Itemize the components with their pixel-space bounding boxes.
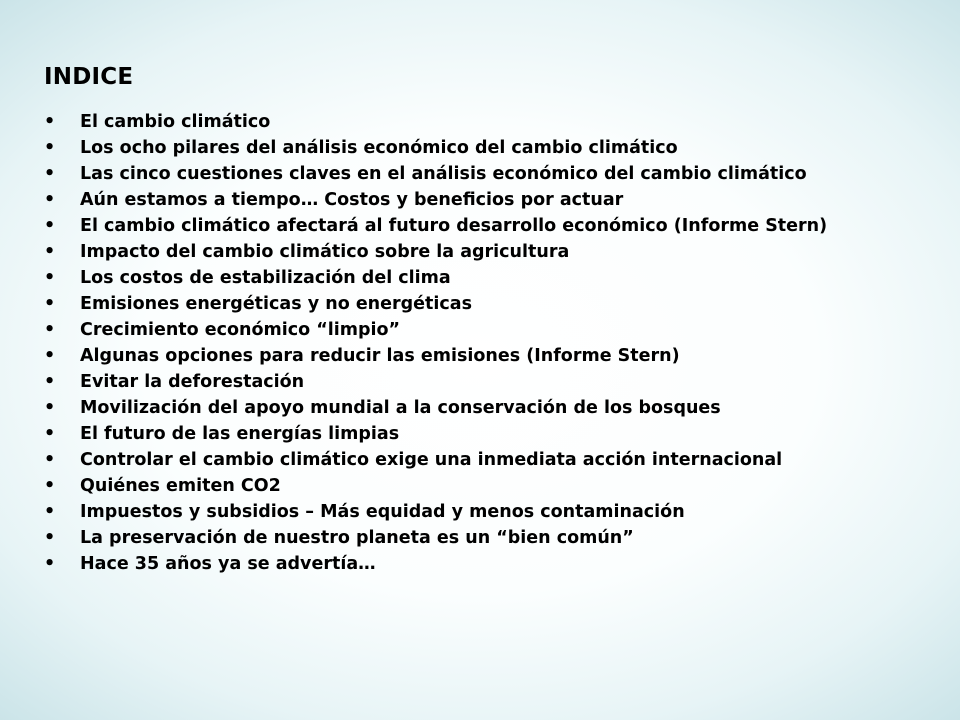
bullet-icon: • xyxy=(44,502,56,522)
list-item-text: El cambio climático xyxy=(80,112,271,132)
slide-title: INDICE xyxy=(44,64,134,90)
list-item xyxy=(44,452,864,469)
list-item xyxy=(44,348,864,365)
bullet-icon: • xyxy=(44,320,56,340)
bullet-icon: • xyxy=(44,346,56,366)
list-item-text: Movilización del apoyo mundial a la conservación de los bosques xyxy=(80,398,721,418)
bullet-icon: • xyxy=(44,528,56,548)
list-item xyxy=(44,270,864,287)
list-item xyxy=(44,244,864,261)
list-item-text: Hace 35 años ya se advertía… xyxy=(80,554,376,574)
bullet-icon: • xyxy=(44,112,56,132)
bullet-icon: • xyxy=(44,294,56,314)
bullet-icon: • xyxy=(44,450,56,470)
bullet-icon: • xyxy=(44,242,56,262)
list-item xyxy=(44,166,864,183)
list-item xyxy=(44,530,864,547)
list-item-text: Controlar el cambio climático exige una inmediata acción internacional xyxy=(80,450,783,470)
list-item-text: El futuro de las energías limpias xyxy=(80,424,400,444)
bullet-icon: • xyxy=(44,554,56,574)
bullet-icon: • xyxy=(44,216,56,236)
list-item xyxy=(44,504,864,521)
bullet-icon: • xyxy=(44,164,56,184)
bullet-icon: • xyxy=(44,372,56,392)
list-item-text: Los ocho pilares del análisis económico del cambio climático xyxy=(80,138,678,158)
list-item xyxy=(44,192,864,209)
list-item xyxy=(44,374,864,391)
list-item-text: La preservación de nuestro planeta es un “bien común” xyxy=(80,528,634,548)
list-item-text: Crecimiento económico “limpio” xyxy=(80,320,401,340)
list-item xyxy=(44,140,864,157)
list-item-text: Los costos de estabilización del clima xyxy=(80,268,451,288)
list-item-text: Algunas opciones para reducir las emisiones (Informe Stern) xyxy=(80,346,680,366)
list-item xyxy=(44,426,864,443)
index-list xyxy=(44,114,864,582)
list-item xyxy=(44,296,864,313)
list-item xyxy=(44,556,864,573)
list-item xyxy=(44,218,864,235)
list-item-text: Aún estamos a tiempo… Costos y beneficios por actuar xyxy=(80,190,624,210)
bullet-icon: • xyxy=(44,476,56,496)
list-item xyxy=(44,322,864,339)
bullet-icon: • xyxy=(44,398,56,418)
list-item-text: Quiénes emiten CO2 xyxy=(80,476,281,496)
bullet-icon: • xyxy=(44,424,56,444)
list-item-text: Impuestos y subsidios – Más equidad y menos contaminación xyxy=(80,502,685,522)
list-item xyxy=(44,400,864,417)
bullet-icon: • xyxy=(44,190,56,210)
bullet-icon: • xyxy=(44,268,56,288)
bullet-icon: • xyxy=(44,138,56,158)
list-item-text: Las cinco cuestiones claves en el análisis económico del cambio climático xyxy=(80,164,807,184)
list-item xyxy=(44,114,864,131)
list-item-text: Impacto del cambio climático sobre la agricultura xyxy=(80,242,570,262)
list-item-text: El cambio climático afectará al futuro desarrollo económico (Informe Stern) xyxy=(80,216,828,236)
list-item xyxy=(44,478,864,495)
list-item-text: Emisiones energéticas y no energéticas xyxy=(80,294,472,314)
list-item-text: Evitar la deforestación xyxy=(80,372,305,392)
